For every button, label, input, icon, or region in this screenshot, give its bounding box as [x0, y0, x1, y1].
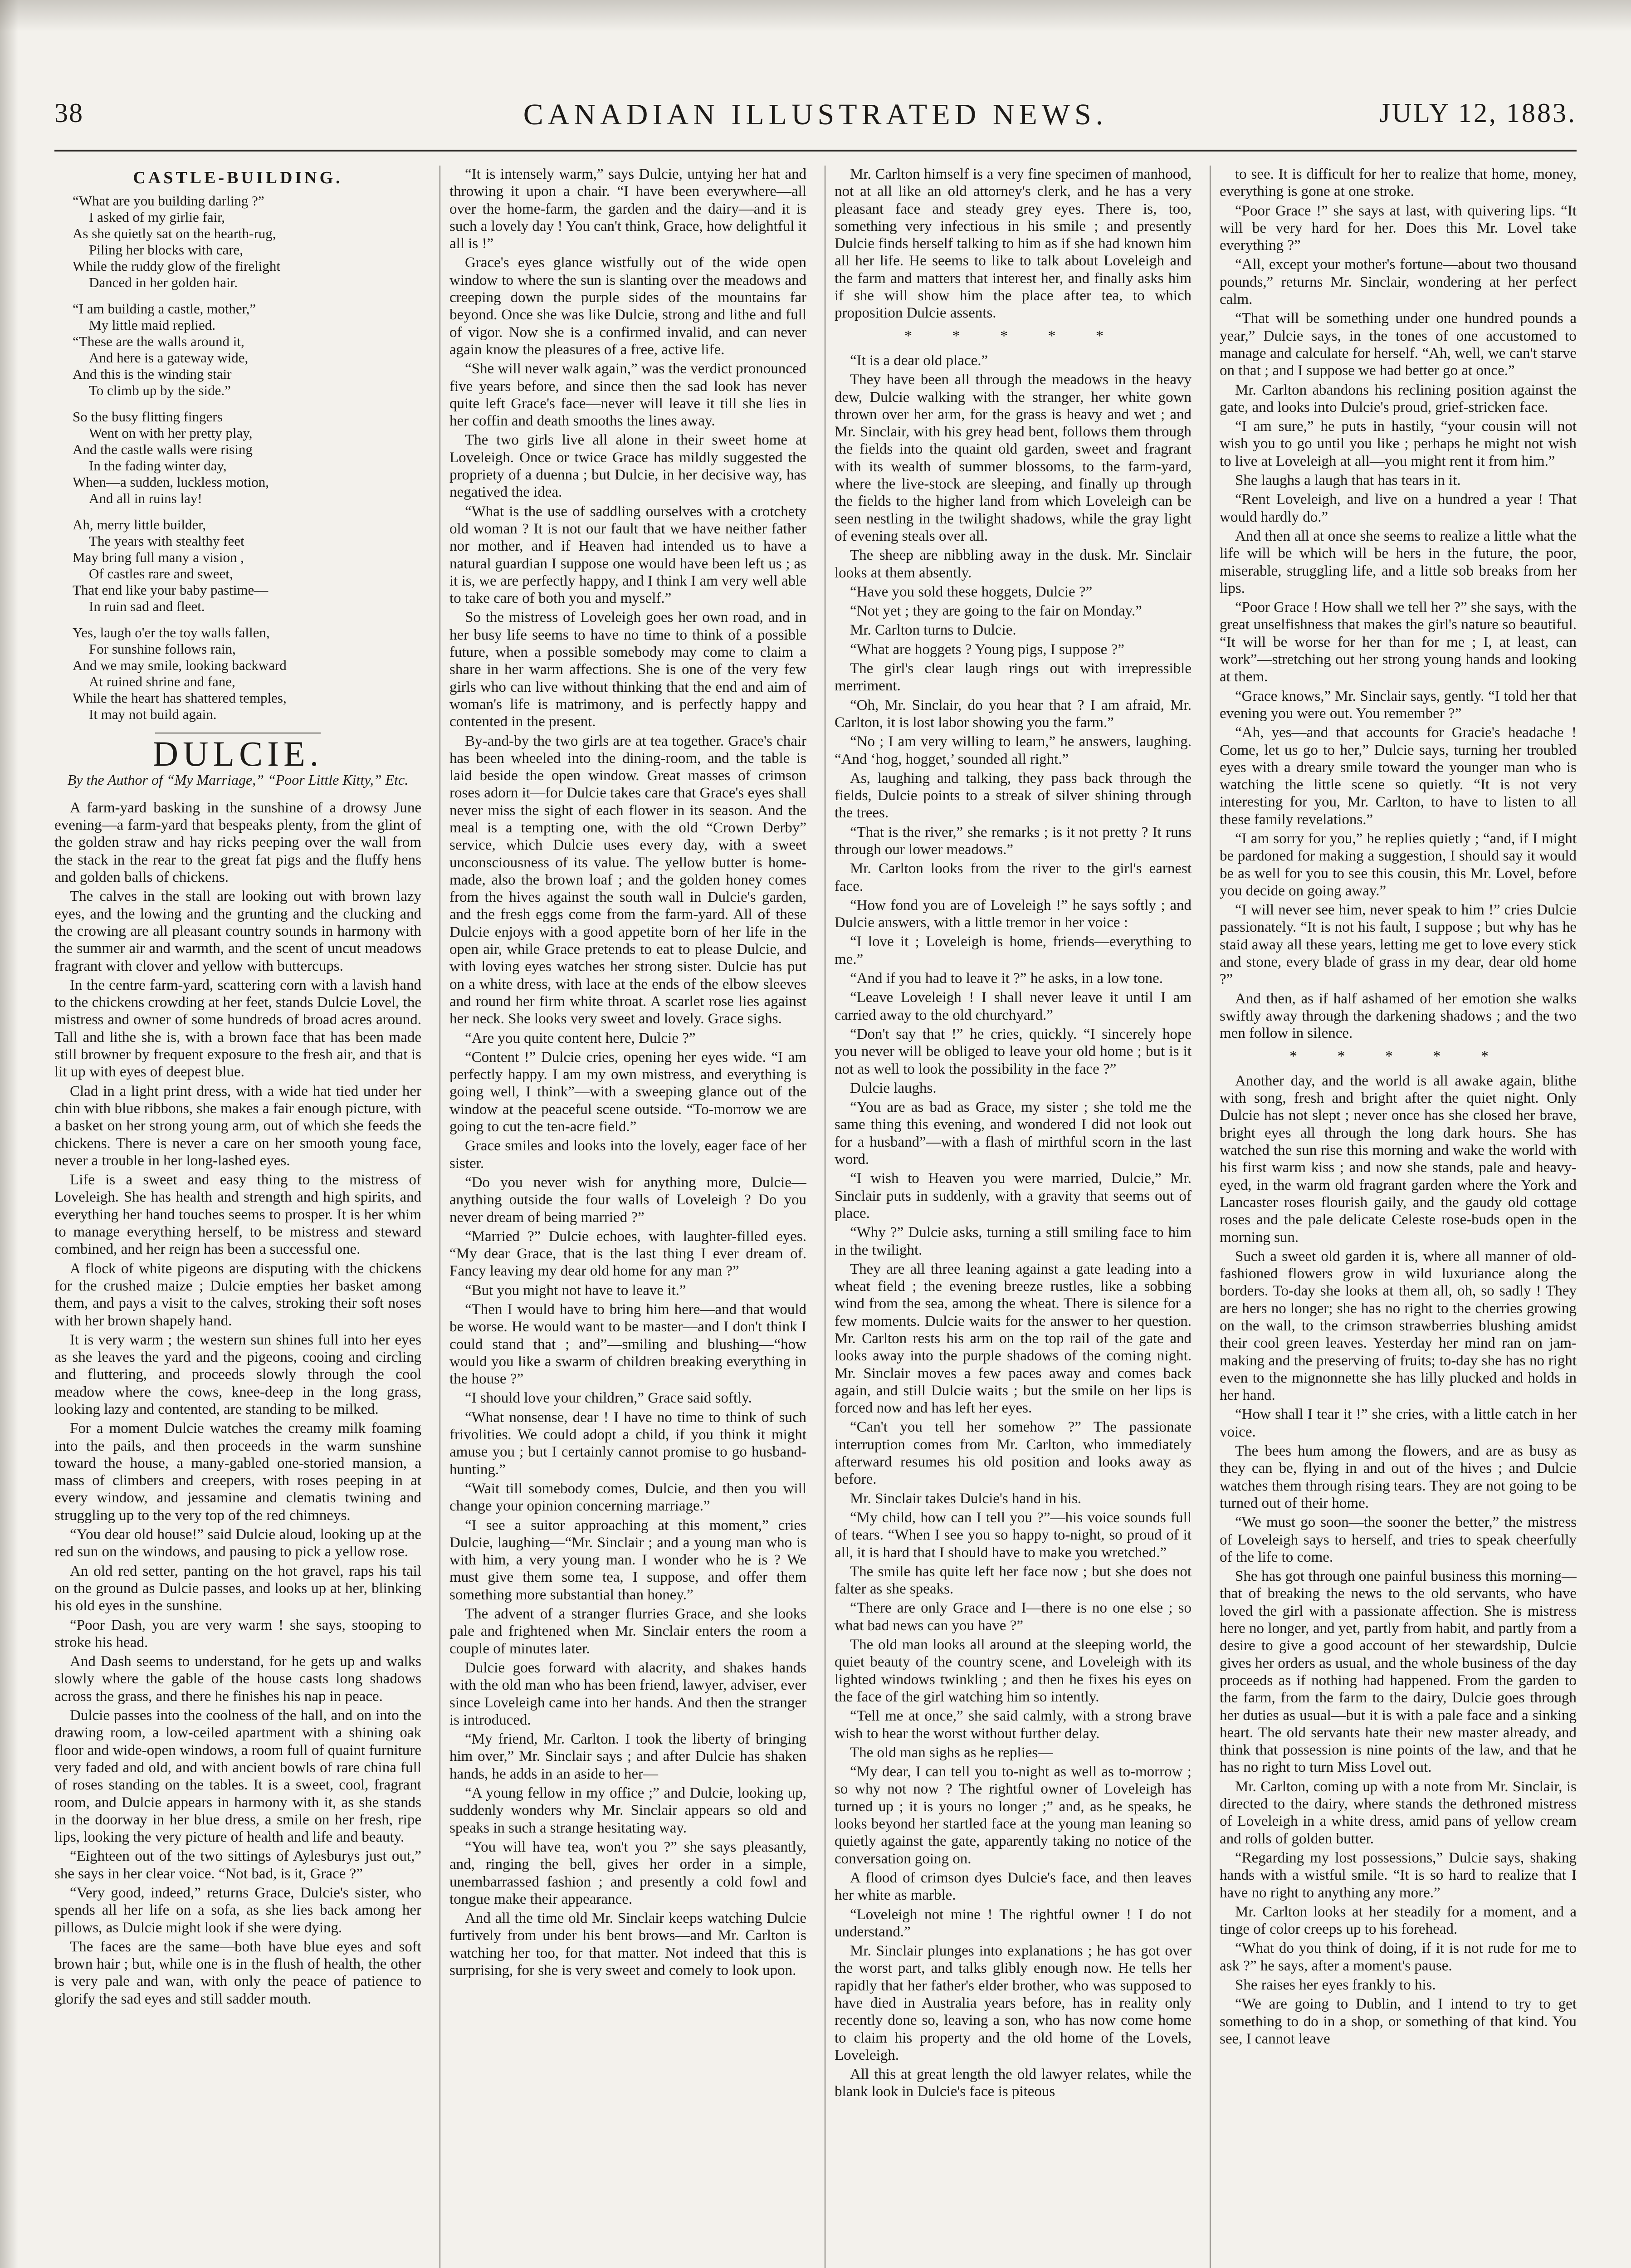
story-paragraph: “Content !” Dulcie cries, opening her eyes wide. “I am perfectly happy. I am my own mistress, and everything is going well, I think”—with a sweeping glance out of the window at the peaceful scene outside. “To-morrow we are going to cut the ten-acre field.” [449, 1049, 806, 1135]
column-2 [439, 166, 806, 2268]
poem-line: In the fading winter day, [89, 458, 227, 474]
poem-line: As she quietly sat on the hearth-rug, [73, 225, 276, 242]
story-paragraph: to see. It is difficult for her to realize that home, money, everything is gone at one stroke. [1220, 166, 1577, 200]
story-paragraph: “Loveleigh not mine ! The rightful owner ! I do not understand.” [835, 1906, 1192, 1940]
story-paragraph: “I wish to Heaven you were married, Dulcie,” Mr. Sinclair puts in suddenly, with a gravity that seems out of place. [835, 1170, 1192, 1222]
poem-stanza [73, 301, 421, 399]
story-paragraph: “I should love your children,” Grace said softly. [465, 1390, 752, 1407]
poem-stanza [73, 409, 421, 507]
story-paragraph: She raises her eyes frankly to his. [1235, 1976, 1436, 1993]
story-title: DULCIE. [152, 734, 323, 774]
page-header [54, 98, 1577, 134]
story-paragraph: “That is the river,” she remarks ; is it not pretty ? It runs through our lower meadows.” [835, 824, 1192, 858]
poem-line: And we may smile, looking backward [73, 657, 287, 674]
scan-edge-shadow-left [0, 0, 18, 2268]
story-paragraph: “What is the use of saddling ourselves with a crotchety old woman ? It is not our fault that we have neither father nor mother, and if Heaven had intended us to have a natural guardian I suppose one would have been left us ; as it is, we are perfectly happy, and I think I am very well able to take care of both you and myself.” [449, 503, 806, 607]
poem-line: Of castles rare and sweet, [89, 566, 233, 582]
story-paragraph: “Are you quite content here, Dulcie ?” [465, 1030, 696, 1046]
story-paragraph: And all the time old Mr. Sinclair keeps watching Dulcie furtively from under his bent brows—and Mr. Carlton is watching her too, for that matter. Not indeed that this is surprising, for she is very sweet and comely to look upon. [449, 1910, 806, 1979]
poem-line: That end like your baby pastime— [73, 582, 269, 598]
story-paragraph: “What nonsense, dear ! I have no time to think of such frivolities. We could adopt a child, if you think it might amuse you ; but I certainly cannot promise to go husband-hunting.” [449, 1409, 806, 1478]
story-paragraph: Dulcie passes into the coolness of the hall, and on into the drawing room, a low-ceiled apartment with a shining oak floor and wide-open windows, a room full of quaint furniture very faded and old, and with ancient bowls of rare china full of roses standing on the tables. It is a sweet, cool, fragrant room, and Dulcie appears in harmony with it, as she stands in the doorway in her blue dress, a smile on her fresh, ripe lips, looking the very picture of health and life and beauty. [54, 1707, 421, 1846]
column-3 [825, 166, 1192, 2268]
page-number: 38 [54, 98, 83, 128]
poem-line: Ah, merry little builder, [73, 517, 206, 533]
story-paragraph: “Very good, indeed,” returns Grace, Dulcie's sister, who spends all her life on a sofa, as she lies back among her pillows, as Dulcie might look if she were dying. [54, 1885, 421, 1936]
story-paragraph: Mr. Carlton looks from the river to the girl's earnest face. [835, 860, 1192, 894]
story-paragraph: Clad in a light print dress, with a wide hat tied under her chin with blue ribbons, she makes a fair enough picture, with a basket on her strong young arm, out of which she feeds the chickens. There is never a care on her smooth young face, never a trouble in her long-lashed eyes. [54, 1083, 421, 1169]
poem-line: While the ruddy glow of the firelight [73, 258, 280, 274]
poem-line: And all in ruins lay! [89, 490, 202, 507]
story-paragraph: The smile has quite left her face now ; but she does not falter as she speaks. [835, 1563, 1192, 1598]
story-paragraph: The calves in the stall are looking out with brown lazy eyes, and the lowing and the grunting and the clucking and the crowing are all pleasant country sounds in harmony with the summer air and warmth, and the scent of uncut meadows fragrant with clover and yellow with buttercups. [54, 888, 421, 974]
story-paragraph: Mr. Carlton himself is a very fine specimen of manhood, not at all like an old attorney's clerk, and he has a very pleasant face and steady grey eyes. There is, too, something very infectious in his smile ; and presently Dulcie finds herself talking to him as if she had known him all her life. He seems to like to talk about Loveleigh and the farm and matters that interest her, and finally asks him if she will show him the place after tea, to which proposition Dulcie assents. [835, 166, 1192, 322]
story-paragraph: “Ah, yes—and that accounts for Gracie's headache ! Come, let us go to her,” Dulcie says, turning her troubled eyes with a dreary smile toward the younger man who is watching the little scene so quietly. “It is not very interesting for you, Mr. Carlton, to have to listen to all these family revelations.” [1220, 724, 1577, 828]
story-paragraph: Such a sweet old garden it is, where all manner of old-fashioned flowers grow in wild luxuriance along the borders. To-day she looks at them all, oh, so sadly ! They are hers no longer; she has no right to the cherries growing on the wall, to the crimson strawberries blushing amidst their cool green leaves. Yesterday her mind ran on jam-making and the preserving of fruits; to-day she has no right even to the mignonnette she has lilly plucked and holds in her hand. [1220, 1248, 1577, 1404]
story-paragraph: And then, as if half ashamed of her emotion she walks swiftly away through the darkening shadows ; and the two men follow in silence. [1220, 990, 1577, 1042]
story-paragraph: She laughs a laugh that has tears in it. [1235, 472, 1461, 489]
story-paragraph: “You are as bad as Grace, my sister ; she told me the same thing this evening, and wondered I did not look out for a husband”—with a flash of mirthful scorn in the last word. [835, 1099, 1192, 1168]
story-paragraph: So the mistress of Loveleigh goes her own road, and in her busy life seems to have no time to think of a possible future, when a possible somebody may come to claim a share in her warm affections. She is one of the very few girls who can live without thinking that the end and aim of woman's life is matrimony, and is perfectly happy and contented in the present. [449, 609, 806, 730]
story-paragraph: “But you might not have to leave it.” [465, 1282, 686, 1299]
column-2-text [449, 166, 806, 1979]
story-paragraph: The bees hum among the flowers, and are as busy as they can be, flying in and out of the hives ; and Dulcie watches them through rising tears. They are not going to be turned out of their home. [1220, 1443, 1577, 1511]
poem-stanza [73, 625, 421, 723]
story-paragraph: “My friend, Mr. Carlton. I took the liberty of bringing him over,” Mr. Sinclair says ; and after Dulcie has shaken hands, he adds in an aside to her— [449, 1731, 806, 1782]
story-paragraph: Another day, and the world is all awake again, blithe with song, fresh and bright after the quiet night. Only Dulcie has not slept ; never once has she closed her brave, bright eyes all through the long dark hours. She has watched the sun rise this morning and wake the world with his first warm kiss ; and now she stands, pale and heavy-eyed, in the warm old fragrant garden where the York and Lancaster roses flourish gaily, and the gaudy old cottage roses and the pale delicate Celeste rose-buds open in the morning sun. [1220, 1072, 1577, 1246]
story-paragraph: “How shall I tear it !” she cries, with a little catch in her voice. [1220, 1406, 1577, 1440]
story-paragraph: “Rent Loveleigh, and live on a hundred a year ! That would hardly do.” [1220, 491, 1577, 525]
story-paragraph: And then all at once she seems to realize a little what the life will be which will be hers in the future, the poor, miserable, struggling life, and a little sob breaks from her lips. [1220, 528, 1577, 596]
story-paragraph: It is very warm ; the western sun shines full into her eyes as she leaves the yard and the pigeons, cooing and circling and fluttering, and proceeds slowly through the cool meadow where the cows, knee-deep in the long grass, looking lazy and contented, are standing to be milked. [54, 1331, 421, 1418]
poem-stanza [73, 517, 421, 615]
story-paragraph: An old red setter, panting on the hot gravel, raps his tail on the ground as Dulcie passes, and looks up at her, blinking his old eyes in the sunshine. [54, 1563, 421, 1614]
poem-line: Piling her blocks with care, [89, 242, 244, 258]
story-paragraph: “Can't you tell her somehow ?” The passionate interruption comes from Mr. Carlton, who immediately afterward resumes his old position and looks away as before. [835, 1419, 1192, 1488]
masthead: CANADIAN ILLUSTRATED NEWS. [523, 98, 1108, 131]
story-paragraph: “It is a dear old place.” [850, 352, 988, 369]
story-paragraph: As, laughing and talking, they pass back through the fields, Dulcie points to a streak of silver shining through the trees. [835, 770, 1192, 821]
story-paragraph: Mr. Sinclair plunges into explanations ; he has got over the worst part, and talks glibly enough now. He tells her rapidly that her father's elder brother, who was supposed to have died in Australia years before, has in reality only recently done so, leaving a son, who has now come home to claim his property and the old home of the Lovels, Loveleigh. [835, 1943, 1192, 2063]
story-paragraph: “What are hoggets ? Young pigs, I suppose ?” [850, 641, 1124, 658]
poem-line: I asked of my girlie fair, [89, 209, 225, 225]
story-paragraph: “Poor Grace !” she says at last, with quivering lips. “It will be very hard for her. Does this Mr. Lovel take everything ?” [1220, 202, 1577, 254]
story-paragraph: Mr. Carlton turns to Dulcie. [850, 622, 1016, 639]
story-paragraph: “Do you never wish for anything more, Dulcie—anything outside the four walls of Loveleigh ? Do you never dream of being married ?” [449, 1174, 806, 1226]
story-paragraph: The old man looks all around at the sleeping world, the quiet beauty of the country scene, and Loveleigh with its lighted windows twinkling ; and then he fixes his eyes on the face of the girl watching him so intently. [835, 1637, 1192, 1705]
story-paragraph: “Poor Dash, you are very warm ! she says, stooping to stroke his head. [54, 1617, 421, 1651]
poem-title: CASTLE-BUILDING. [133, 168, 343, 187]
story-paragraph: A flock of white pigeons are disputing with the chickens for the crushed maize ; Dulcie empties her basket among them, and pays a visit to the calves, stroking their soft noses with her brown shapely hand. [54, 1260, 421, 1329]
poem-line: For sunshine follows rain, [89, 641, 236, 657]
story-paragraph: “I love it ; Loveleigh is home, friends—everything to me.” [835, 934, 1192, 968]
story-paragraph: “Regarding my lost possessions,” Dulcie says, shaking hands with a wistful smile. “It is so hard to realize that I have no right to anything any more.” [1220, 1849, 1577, 1901]
story-paragraph: “Leave Loveleigh ! I shall never leave it until I am carried away to the old churchyard.” [835, 989, 1192, 1023]
story-paragraph: “All, except your mother's fortune—about two thousand pounds,” returns Mr. Sinclair, wondering at her perfect calm. [1220, 256, 1577, 308]
story-paragraph: They are all three leaning against a gate leading into a wheat field ; the evening breeze rustles, like a sobbing wind from the sea, among the wheat. There is silence for a few moments. Dulcie waits for the answer to her question. Mr. Carlton rests his arm on the top rail of the gate and looks away into the purple shadows of the coming night. Mr. Sinclair moves a few paces away and comes back again, and still Dulcie waits ; but the smile on her lips is forced now and has left her eyes. [835, 1261, 1192, 1417]
story-paragraph: “Grace knows,” Mr. Sinclair says, gently. “I told her that evening you were out. You remember ?” [1220, 688, 1577, 722]
story-paragraph: The faces are the same—both have blue eyes and soft brown hair ; but, while one is in the flush of health, the other is very pale and wan, with only the peace of patience to glorify the sad eyes and still sadder mouth. [54, 1938, 421, 2007]
poem-line: In ruin sad and fleet. [89, 598, 205, 615]
poem-line: To climb up by the side.” [89, 382, 231, 399]
story-paragraph: The old man sighs as he replies— [850, 1744, 1053, 1761]
story-paragraph: “That will be something under one hundred pounds a year,” Dulcie says, in the tones of one accustomed to manage and calculate for herself. “Ah, well, we can't starve on that ; and I suppose we had better go at once.” [1220, 310, 1577, 379]
poem-line: It may not build again. [89, 706, 217, 723]
story-paragraph: Life is a sweet and easy thing to the mistress of Loveleigh. She has health and strength and high spirits, and everything her hand touches seems to prosper. It is her whim to manage everything herself, to be mistress and steward combined, and her reign has been a successful one. [54, 1172, 421, 1258]
story-paragraph: The two girls live all alone in their sweet home at Loveleigh. Once or twice Grace has mildly suggested the propriety of a duenna ; but Dulcie, in her decisive way, has negatived the idea. [449, 432, 806, 501]
poem-line: Danced in her golden hair. [89, 274, 238, 291]
story-paragraph: The sheep are nibbling away in the dusk. Mr. Sinclair looks at them absently. [835, 547, 1192, 581]
story-paragraph: “I see a suitor approaching at this moment,” cries Dulcie, laughing—“Mr. Sinclair ; and a young man who is with him, a very young man. I wonder who he is ? We must give them some tea, I suppose, and offer them something more substantial than honey.” [449, 1517, 806, 1603]
story-paragraph: “I will never see him, never speak to him !” cries Dulcie passionately. “It is not his fault, I suppose ; but why has he staid away all these years, letting me get to love every stick and stone, every blade of grass in my dear, dear old home ?” [1220, 902, 1577, 988]
scan-edge-shadow-top [0, 0, 1631, 32]
column-3-text [835, 166, 1192, 2101]
story-paragraph: “No ; I am very willing to learn,” he answers, laughing. “And ‘hog, hogget,’ sounded all right.” [835, 733, 1192, 767]
story-byline: By the Author of “My Marriage,” “Poor Little Kitty,” Etc. [67, 771, 409, 788]
poem-line: My little maid replied. [89, 317, 215, 333]
story-paragraph: “I am sorry for you,” he replies quietly ; “and, if I might be pardoned for making a suggestion, I should say it would be as well for you to see this cousin, this Mr. Lovel, before you decide on going away.” [1220, 830, 1577, 899]
scene-break-stars: * * * * * [904, 327, 1122, 344]
poem-line: “These are the walls around it, [73, 333, 244, 350]
poem-line: So the busy flitting fingers [73, 409, 223, 425]
poem-line: At ruined shrine and fane, [89, 674, 235, 690]
story-paragraph: “You dear old house!” said Dulcie aloud, looking up at the red sun on the windows, and pausing to pick a yellow rose. [54, 1526, 421, 1560]
poem-line: The years with stealthy feet [89, 533, 244, 549]
story-paragraph: They have been all through the meadows in the heavy dew, Dulcie walking with the stranger, her white gown thrown over her arm, for the grass is heavy and wet ; and Mr. Sinclair, with his grey head bent, follows them through the fields into the quaint old garden, sweet and fragrant with its wealth of summer blossoms, to the farm-yard, where the live-stock are sleeping, and finally up through the fields to the higher land from which Loveleigh can be seen nestling in the twilight shadows, while the gray light of evening steals over all. [835, 371, 1192, 544]
poem-line: And here is a gateway wide, [89, 350, 249, 366]
story-paragraph: Mr. Carlton looks at her steadily for a moment, and a tinge of color creeps up to his forehead. [1220, 1903, 1577, 1938]
story-paragraph: “I am sure,” he puts in hastily, “your cousin will not wish you to go until you like ; perhaps he might not wish to live at Loveleigh at all—you might rent it from him.” [1220, 418, 1577, 469]
story-paragraph: “We must go soon—the sooner the better,” the mistress of Loveleigh says to herself, and tries to speak cheerfully of the life to come. [1220, 1514, 1577, 1565]
scene-break-stars: * * * * * [1289, 1047, 1507, 1065]
story-paragraph: “What do you think of doing, if it is not rude for me to ask ?” he says, after a moment's pause. [1220, 1940, 1577, 1974]
poem-line: When—a sudden, luckless motion, [73, 474, 269, 490]
poem-line: While the heart has shattered temples, [73, 690, 287, 706]
poem-stanza [73, 193, 421, 291]
story-paragraph: “She will never walk again,” was the verdict pronounced five years before, and since then the sad look has never quite left Grace's face—never will leave it till she lies in her coffin and death smooths the lines away. [449, 361, 806, 430]
header-rule [54, 150, 1577, 152]
poem-line: May bring full many a vision , [73, 549, 244, 566]
column-4 [1210, 166, 1577, 2268]
story-paragraph: She has got through one painful business this morning—that of breaking the news to the old servants, who have loved the girl with a passionate affection. She is mistress here no longer, and yet, partly from habit, and partly from a desire to give a good account of her stewardship, Dulcie gives her orders as usual, and the whole business of the day proceeds as if nothing had happened. From the garden to the farm, from the farm to the dairy, Dulcie goes through her duties as usual—but it is with a pale face and a sinking heart. The old servants hate their new master already, and think that possession is nine points of the law, and that he has no right to turn Miss Lovel out. [1220, 1568, 1577, 1776]
column-1 [54, 166, 421, 2268]
story-paragraph: “We are going to Dublin, and I intend to try to get something to do in a shop, or something of that kind. You see, I cannot leave [1220, 1996, 1577, 2047]
story-paragraph: “You will have tea, won't you ?” she says pleasantly, and, ringing the bell, gives her order in a simple, unembarrassed fashion ; and presently a cold fowl and tongue make their appearance. [449, 1838, 806, 1907]
story-paragraph: “Then I would have to bring him here—and that would be worse. He would want to be master—and I don't think I could stand that ; and”—smiling and blushing—“how would you like a swarm of children breaking everything in the house ?” [449, 1301, 806, 1388]
story-paragraph: “How fond you are of Loveleigh !” he says softly ; and Dulcie answers, with a little tremor in her voice : [835, 897, 1192, 931]
story-paragraph: Grace smiles and looks into the lovely, eager face of her sister. [449, 1138, 806, 1172]
story-paragraph: “Married ?” Dulcie echoes, with laughter-filled eyes. “My dear Grace, that is the last thing I ever dream of. Fancy leaving my dear old home for any man ?” [449, 1228, 806, 1280]
story-paragraph: “And if you had to leave it ?” he asks, in a low tone. [850, 970, 1163, 987]
column-1-text [54, 799, 421, 2008]
story-paragraph: “There are only Grace and I—there is no one else ; so what bad news can you have ?” [835, 1600, 1192, 1634]
story-paragraph: For a moment Dulcie watches the creamy milk foaming into the pails, and then proceeds in the warm sunshine toward the house, a many-gabled one-storied mansion, a mass of climbers and creepers, with roses peeping in at every window, and jessamine and clematis twining and struggling up to the very top of the red chimneys. [54, 1420, 421, 1524]
story-paragraph: The advent of a stranger flurries Grace, and she looks pale and frightened when Mr. Sinclair enters the room a couple of minutes later. [449, 1606, 806, 1657]
poem-line: Went on with her pretty play, [89, 425, 253, 441]
story-paragraph: “A young fellow in my office ;” and Dulcie, looking up, suddenly wonders why Mr. Sinclair appears so old and speaks in such a strange hesitating way. [449, 1785, 806, 1836]
story-paragraph: Mr. Carlton abandons his reclining position against the gate, and looks into Dulcie's proud, grief-stricken face. [1220, 381, 1577, 415]
story-paragraph: The girl's clear laugh rings out with irrepressible merriment. [835, 660, 1192, 694]
story-paragraph: “Oh, Mr. Sinclair, do you hear that ? I am afraid, Mr. Carlton, it is lost labor showing you the farm.” [835, 697, 1192, 731]
story-paragraph: Mr. Carlton, coming up with a note from Mr. Sinclair, is directed to the dairy, where stands the dethroned mistress of Loveleigh in a white dress, amid pans of yellow cream and rolls of golden butter. [1220, 1778, 1577, 1847]
story-paragraph: “It is intensely warm,” says Dulcie, untying her hat and throwing it upon a chair. “I have been everywhere—all over the home-farm, the garden and the dairy—and it is such a lovely day ! You can't think, Grace, how delightful it all is !” [449, 166, 806, 252]
story-paragraph: “Have you sold these hoggets, Dulcie ?” [850, 583, 1093, 600]
poem-line: “What are you building darling ?” [73, 193, 264, 209]
story-paragraph: A farm-yard basking in the sunshine of a drowsy June evening—a farm-yard that bespeaks plenty, from the glint of the golden straw and hay ricks peeping over the wall from the stack in the rear to the great fat pigs and the fluffy hens and golden balls of chickens. [54, 799, 421, 886]
story-paragraph: Dulcie goes forward with alacrity, and shakes hands with the old man who has been friend, lawyer, adviser, ever since Loveleigh came into her hands. And then the stranger is introduced. [449, 1659, 806, 1728]
story-paragraph: All this at great length the old lawyer relates, while the blank look in Dulcie's face is piteous [835, 2066, 1192, 2100]
story-paragraph: A flood of crimson dyes Dulcie's face, and then leaves her white as marble. [835, 1869, 1192, 1904]
story-paragraph: And Dash seems to understand, for he gets up and walks slowly where the gable of the house casts long shadows across the grass, and there he finishes his nap in peace. [54, 1653, 421, 1705]
story-paragraph: “Wait till somebody comes, Dulcie, and then you will change your opinion concerning marriage.” [449, 1480, 806, 1515]
story-paragraph: “Don't say that !” he cries, quickly. “I sincerely hope you never will be obliged to leave your old home ; but is it not as well to look the possibility in the face ?” [835, 1026, 1192, 1077]
story-paragraph: “My dear, I can tell you to-night as well as to-morrow ; so why not now ? The rightful owner of Loveleigh has turned up ; it is yours no longer ;” and, as he speaks, he looks beyond her startled face at the young man leaning so quietly against the gate, apparently taking no notice of the conversation going on. [835, 1764, 1192, 1867]
story-paragraph: Grace's eyes glance wistfully out of the wide open window to where the sun is slanting over the meadows and creeping down the purple sides of the mountains far beyond. Once she was like Dulcie, strong and lithe and full of vigor. Now she is a confirmed invalid, and can never again know the pleasures of a free, active life. [449, 254, 806, 358]
story-paragraph: “Why ?” Dulcie asks, turning a still smiling face to him in the twilight. [835, 1224, 1192, 1258]
story-paragraph: Dulcie laughs. [850, 1080, 937, 1096]
column-4-text [1220, 166, 1577, 2048]
story-paragraph: “Eighteen out of the two sittings of Aylesburys just out,” she says in her clear voice. “Not bad, is it, Grace ?” [54, 1848, 421, 1882]
story-paragraph: Mr. Sinclair takes Dulcie's hand in his. [850, 1490, 1082, 1507]
story-paragraph: “Tell me at once,” she said calmly, with a strong brave wish to hear the worst without further delay. [835, 1708, 1192, 1742]
poem-line: Yes, laugh o'er the toy walls fallen, [73, 625, 270, 641]
story-paragraph: In the centre farm-yard, scattering corn with a lavish hand to the chickens crowding at her feet, stands Dulcie Lovel, the mistress and owner of some hundreds of broad acres around. Tall and lithe she is, with a brown face that has been made still browner by frequent exposure to the fresh air, and that is lit up with eyes of deepest blue. [54, 977, 421, 1080]
article-columns [54, 166, 1577, 2268]
poem-line: And the castle walls were rising [73, 441, 253, 458]
story-paragraph: “Not yet ; they are going to the fair on Monday.” [850, 603, 1142, 620]
story-paragraph: “My child, how can I tell you ?”—his voice sounds full of tears. “When I see you so happy to-night, so proud of it all, it is hard that I should have to make you wretched.” [835, 1509, 1192, 1561]
poem-line: And this is the winding stair [73, 366, 232, 382]
poem-line: “I am building a castle, mother,” [73, 301, 256, 317]
issue-date: JULY 12, 1883. [1379, 98, 1577, 128]
story-paragraph: By-and-by the two girls are at tea together. Grace's chair has been wheeled into the dining-room, and the table is laid beside the open window. Great masses of crimson roses adorn it—for Dulcie takes care that Grace's eyes shall never miss the sight of each flower in its season. And the meal is a tempting one, with the old “Crown Derby” service, which Dulcie uses every day, with a sweet unconsciousness of its value. The yellow butter is home-made, also the brown loaf ; and the golden honey comes from the hives against the south wall in Dulcie's garden, and the fresh eggs come from the farm-yard. All of these Dulcie enjoys with a good appetite born of her life in the open air, while Grace pretends to eat to please Dulcie, and with loving eyes watches her strong sister. Dulcie has put on a white dress, with lace at the ends of the elbow sleeves and round her firm white throat. A scarlet rose lies against her neck. She looks very sweet and lovely. Grace sighs. [449, 733, 806, 1027]
poem-body [54, 193, 421, 723]
story-paragraph: “Poor Grace ! How shall we tell her ?” she says, with the great unselfishness that makes the girl's nature so beautiful. “It will be worse for her than for me ; I, at least, can work”—stretching out her strong young hands and looking at them. [1220, 599, 1577, 685]
